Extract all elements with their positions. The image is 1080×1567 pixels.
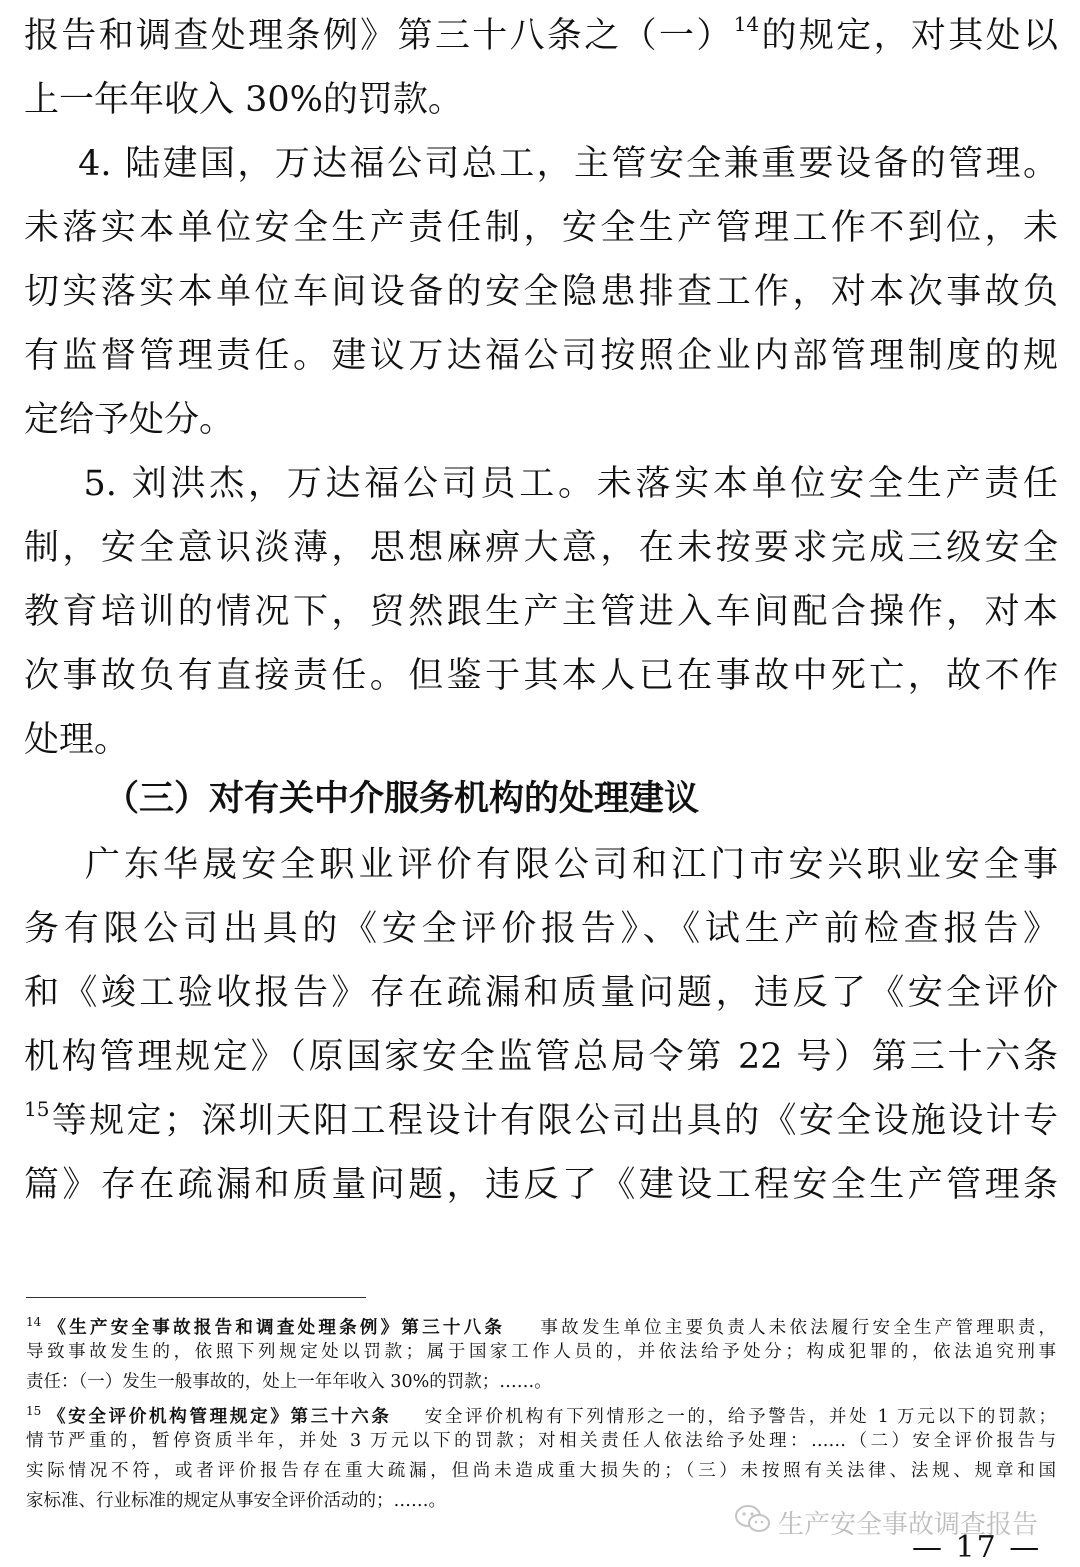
- body-line-10: 教育培训的情况下，贸然跟生产主管进入车间配合操作，对本: [24, 592, 1058, 632]
- footnote-15-line-2: 情节严重的，暂停资质半年，并处 3 万元以下的罚款；对相关责任人依法给予处理：……（二）安全评价报告与: [26, 1431, 1056, 1451]
- body-line-14: 务有限公司出具的《安全评价报告》、《试生产前检查报告》: [24, 909, 1058, 949]
- body-line-12: 处理。: [24, 720, 130, 760]
- footnote-14-line-2: 导致事故发生的，依照下列规定处以罚款；属于国家工作人员的，并依法给予处分；构成犯罪的，依法追究刑事: [26, 1342, 1056, 1362]
- body-line-4: 未落实本单位安全生产责任制，安全生产管理工作不到位，未: [24, 208, 1058, 248]
- footnote-15-line-3: 实际情况不符，或者评价报告存在重大疏漏，但尚未造成重大损失的；（三）未按照有关法律、法规、规章和国: [26, 1461, 1056, 1481]
- body-line-11: 次事故负有直接责任。但鉴于其本人已在事故中死亡，故不作: [24, 656, 1058, 696]
- footnote-title: 《安全评价机构管理规定》第三十六条: [45, 1407, 392, 1427]
- footnote-number: 14: [26, 1315, 42, 1329]
- body-line-7: 定给予处分。: [24, 400, 235, 440]
- body-line-1: 报告和调查处理条例》第三十八条之（一）$^{14}$的规定，对其处以: [24, 12, 1058, 56]
- footnote-14-line-3: 责任：（一）发生一般事故的，处上一年年收入 30%的罚款；……。: [26, 1372, 552, 1392]
- footnote-14-line-1: $^{14}$ 《生产安全事故报告和调查处理条例》第三十八条 事故发生单位主要负责人未依法履行安全生产管理职责，: [26, 1315, 1056, 1338]
- body-line-8: 5. 刘洪杰，万达福公司员工。未落实本单位安全生产责任: [24, 464, 1058, 504]
- body-line-3: 4. 陆建国，万达福公司总工，主管安全兼重要设备的管理。: [24, 144, 1058, 184]
- footnote-ref-14[interactable]: 14: [733, 12, 760, 36]
- footnote-title: 《生产安全事故报告和调查处理条例》第三十八条: [45, 1318, 506, 1338]
- body-line-17: $^{15}$等规定；深圳天阳工程设计有限公司出具的《安全设施设计专: [24, 1097, 1058, 1141]
- footnote-15-line-1: $^{15}$ 《安全评价机构管理规定》第三十六条 安全评价机构有下列情形之一的，给予警告，并处 1 万元以下的罚款；: [26, 1404, 1057, 1427]
- body-line-9: 制，安全意识淡薄，思想麻痹大意，在未按要求完成三级安全: [24, 528, 1058, 568]
- wechat-icon: [734, 1503, 772, 1542]
- page-number: — 17 —: [912, 1530, 1042, 1565]
- watermark-text: 生产安全事故调查报告: [778, 1510, 1039, 1540]
- body-line-16: 机构管理规定》（原国家安全监管总局令第 22 号）第三十六条: [24, 1037, 1058, 1077]
- body-line-18: 篇》存在疏漏和质量问题，违反了《建设工程安全生产管理条: [24, 1165, 1058, 1205]
- body-line-6: 有监督管理责任。建议万达福公司按照企业内部管理制度的规: [24, 336, 1058, 376]
- footnote-15-line-4: 家标准、行业标准的规定从事安全评价活动的；……。: [26, 1491, 446, 1511]
- footnote-ref-15[interactable]: 15: [24, 1097, 50, 1121]
- body-line-13: 广东华晟安全职业评价有限公司和江门市安兴职业安全事: [24, 845, 1058, 885]
- body-line-2: 上一年年收入 30%的罚款。: [24, 80, 463, 120]
- footnote-divider: [26, 1297, 366, 1298]
- footnote-number: 15: [26, 1404, 42, 1418]
- body-line-15: 和《竣工验收报告》存在疏漏和质量问题，违反了《安全评价: [24, 973, 1058, 1013]
- body-line-5: 切实落实本单位车间设备的安全隐患排查工作，对本次事故负: [24, 272, 1058, 312]
- section-heading: （三）对有关中介服务机构的处理建议: [104, 779, 700, 819]
